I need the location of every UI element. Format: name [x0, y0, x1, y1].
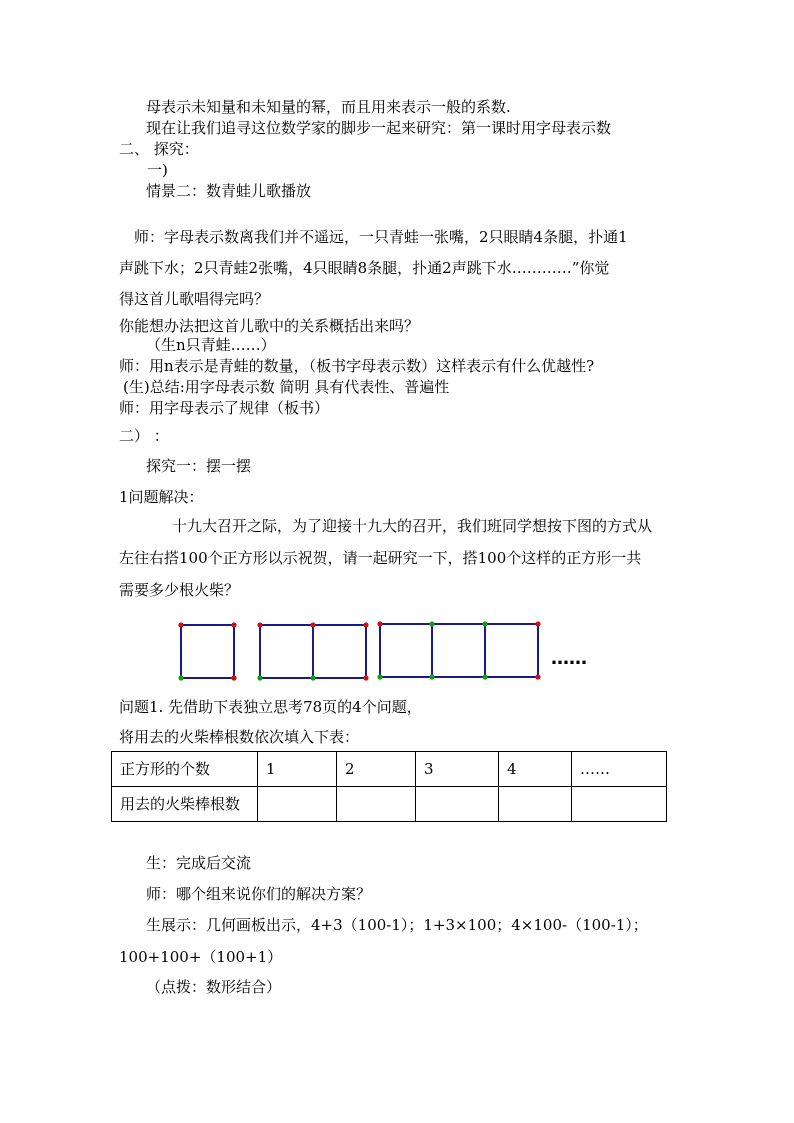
- text-line: 现在让我们追寻这位数学家的脚步一起来研究：第一课时用字母表示数: [146, 119, 612, 137]
- header-cell: 用去的火柴棒根数: [112, 787, 258, 822]
- text-line: 师：用字母表示了规律（板书）: [119, 399, 330, 417]
- text-line: 十九大召开之际，为了迎接十九大的召开，我们班同学想按下图的方式从: [172, 517, 653, 535]
- text-line: 生展示：几何画板出示，4+3（100-1）；1+3×100；4×100-（100-1）；: [146, 916, 648, 934]
- ellipsis: ……: [551, 648, 587, 669]
- text-line: （点拨：数形结合）: [146, 978, 282, 996]
- text-line: 左往右搭100个正方形以示祝贺，请一起研究一下，搭100个这样的正方形一共: [119, 549, 642, 567]
- header-cell: 正方形的个数: [112, 752, 258, 787]
- scene-title: 情景二：数青蛙儿歌播放: [146, 182, 312, 200]
- text-line: 需要多少根火柴？: [119, 581, 240, 599]
- activity-title: 探究一：摆一摆: [146, 457, 252, 475]
- table-cell: ……: [572, 752, 667, 787]
- table-row: [112, 787, 667, 822]
- text-line: 100+100+（100+1）: [119, 948, 283, 966]
- empty-cell[interactable]: [416, 787, 499, 822]
- question-line: 问题1. 先借助下表独立思考78页的4个问题，: [119, 698, 422, 716]
- text-line: 将用去的火柴棒根数依次填入下表：: [119, 728, 360, 746]
- table-cell: 4: [499, 752, 572, 787]
- text-line: 得这首儿歌唱得完吗？: [119, 290, 270, 308]
- table-row: [112, 752, 667, 787]
- matchstick-table: [111, 751, 667, 822]
- squares-3: [380, 624, 538, 677]
- text-line: 生：完成后交流: [146, 854, 252, 872]
- text-line: 师：哪个组来说你们的解决方案？: [146, 885, 372, 903]
- table-cell: 1: [258, 752, 337, 787]
- section-heading: 二、 探究：: [119, 140, 199, 158]
- subsection-label: 一): [147, 161, 168, 179]
- table-cell: 2: [337, 752, 416, 787]
- text-line: 师：用n表示是青蛙的数量，（板书字母表示数）这样表示有什么优越性?: [119, 357, 595, 375]
- text-line: 声跳下水；2只青蛙2张嘴，4只眼睛8条腿，扑通2声跳下水…………”你觉: [119, 259, 610, 277]
- text-line: （生n只青蛙……）: [146, 336, 276, 354]
- square-1: [181, 625, 234, 678]
- empty-cell[interactable]: [258, 787, 337, 822]
- text-line: (生)总结:用字母表示数 简明 具有代表性、普遍性: [123, 378, 450, 396]
- text-line: 师：字母表示数离我们并不遥远，一只青蛙一张嘴，2只眼睛4条腿，扑通1: [134, 228, 628, 246]
- text-line: 母表示未知量和未知量的幂，而且用来表示一般的系数.: [146, 98, 511, 116]
- empty-cell[interactable]: [572, 787, 667, 822]
- text-line: 1问题解决：: [119, 488, 204, 506]
- matchstick-squares-figure: [170, 615, 610, 685]
- table-cell: 3: [416, 752, 499, 787]
- text-line: 你能想办法把这首儿歌中的关系概括出来吗？: [119, 317, 420, 335]
- empty-cell[interactable]: [499, 787, 572, 822]
- empty-cell[interactable]: [337, 787, 416, 822]
- section-heading: 二） ：: [119, 427, 169, 445]
